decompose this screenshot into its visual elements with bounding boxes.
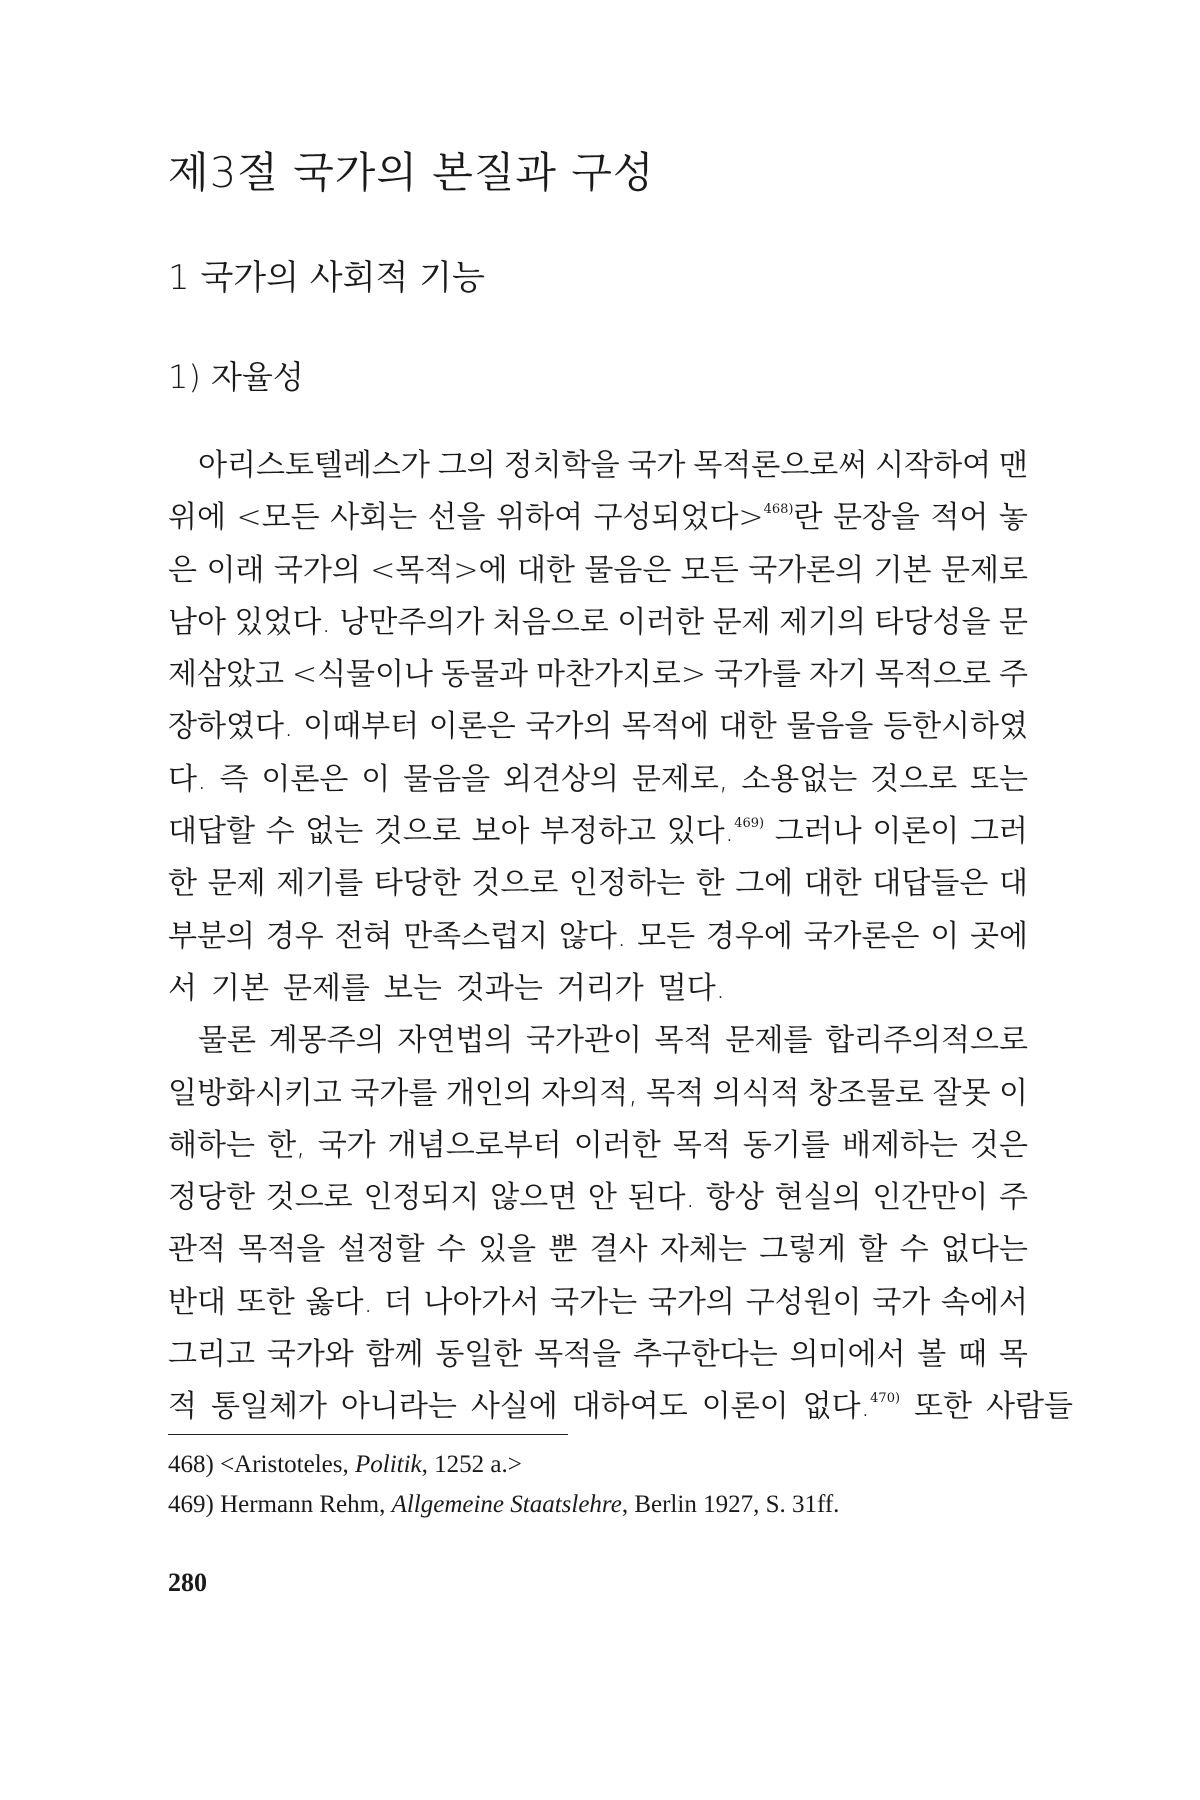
word: 동기를	[742, 1127, 830, 1163]
word: 정치학을	[503, 448, 620, 483]
word: 국가	[872, 1284, 931, 1320]
word: 인정되지	[363, 1180, 480, 1216]
word: 사회는	[330, 500, 418, 536]
word: 것으로	[265, 1180, 353, 1216]
word: 장하였다.	[168, 709, 294, 745]
text-line	[168, 911, 1028, 963]
word: <목적>에	[370, 552, 508, 588]
word: 남아	[168, 604, 226, 640]
word: 것과는	[455, 970, 543, 1006]
word: 속에서	[941, 1284, 1028, 1320]
word: 자의적,	[541, 1075, 638, 1111]
word: 또한	[236, 1284, 295, 1320]
word: 할	[858, 1232, 888, 1268]
word: 타당한	[373, 866, 461, 902]
word: 구성되었다>$^{468)}$란	[593, 500, 823, 536]
word: 선을	[427, 500, 486, 536]
word: 설정할	[337, 1232, 425, 1268]
word: 보는	[383, 970, 442, 1006]
word: 문제를	[725, 1023, 813, 1059]
word: 안	[587, 1180, 617, 1216]
word: 계몽주의	[268, 1023, 385, 1059]
word: 배제하는	[841, 1127, 958, 1163]
word: 그리고	[168, 1337, 255, 1373]
word: 것은	[970, 1127, 1028, 1163]
word: 것으로	[870, 761, 958, 797]
word: 목적	[646, 1075, 705, 1111]
word: 개인의	[445, 1075, 533, 1111]
word: 동일한	[435, 1337, 523, 1373]
footnote-ref: 470)	[870, 1391, 901, 1407]
word: 맨	[998, 448, 1028, 483]
text-line	[168, 1381, 1073, 1433]
word: 만족스럽지	[403, 918, 549, 954]
footnote-title: Politik	[355, 1451, 422, 1478]
word: 국가론의	[748, 552, 865, 588]
text-line	[168, 545, 1028, 597]
word: 목적론으로써	[693, 448, 868, 483]
word: 수	[436, 1232, 466, 1268]
word: 그러나	[774, 814, 862, 850]
word: 적어	[930, 500, 989, 536]
word: 마찬가지로>	[535, 657, 707, 693]
word: 이론은	[428, 709, 516, 745]
word: 국가의	[273, 552, 361, 588]
word: 뿐	[548, 1232, 578, 1268]
section-title: 1 국가의 사회적 기능	[168, 258, 485, 298]
word: 구성원이	[745, 1284, 862, 1320]
text-line	[168, 1224, 1028, 1276]
word: 때	[958, 1337, 988, 1373]
word: 목적으로	[875, 657, 991, 693]
word: 이래	[206, 552, 265, 588]
word: 창조물로	[808, 1075, 925, 1111]
word: 외견상의	[503, 761, 619, 797]
word: 또는	[969, 761, 1028, 797]
word: 통일체가	[210, 1389, 327, 1425]
word: 국가는	[550, 1284, 638, 1320]
footnote-number: 469)	[168, 1491, 214, 1518]
word: 동물과	[441, 657, 528, 693]
word: 이	[930, 918, 960, 954]
word: 곳에	[970, 918, 1028, 954]
text-line	[168, 649, 1028, 701]
word: 잘못	[932, 1075, 991, 1111]
word: 국가론은	[803, 918, 920, 954]
word: 문제로	[940, 552, 1028, 588]
footnote-469	[168, 1485, 839, 1525]
footnotes	[168, 1445, 839, 1525]
word: 목적에	[622, 709, 710, 745]
word: 없다는	[940, 1232, 1028, 1268]
word: 문제를	[282, 970, 370, 1006]
word: 문장을	[832, 500, 920, 536]
word: 문제	[712, 604, 771, 640]
word: <모든	[236, 500, 320, 536]
word: 이러한	[573, 1127, 661, 1163]
word: 이러한	[617, 604, 705, 640]
word: 있었다.	[234, 604, 331, 640]
word: 소용없는	[741, 761, 858, 797]
footnote-ref: 469)	[734, 816, 765, 832]
word: 대	[998, 866, 1028, 902]
word: 인정하는	[569, 866, 685, 902]
word: 목적을	[238, 1232, 326, 1268]
word: 낭만주의가	[339, 604, 485, 640]
word: 위에	[168, 500, 226, 536]
word: 관적	[168, 1232, 226, 1268]
word: 한	[695, 866, 725, 902]
word: 정당한	[168, 1180, 255, 1216]
word: 이	[361, 761, 391, 797]
word: 이론이	[701, 1389, 789, 1425]
word: 제기의	[779, 604, 867, 640]
word: 나아가서	[423, 1284, 540, 1320]
word: 적	[168, 1389, 197, 1425]
word: 볼	[917, 1337, 947, 1373]
word: 제기를	[276, 866, 364, 902]
text-line	[168, 492, 1028, 544]
word: 옳다.	[305, 1284, 373, 1320]
word: 사람들	[986, 1389, 1073, 1425]
word: 자기	[809, 657, 867, 693]
word: 물음을	[403, 761, 491, 797]
word: 개념으로부터	[387, 1127, 562, 1163]
text-line	[168, 1329, 1028, 1381]
footnote-468	[168, 1445, 839, 1485]
word: 이	[998, 1075, 1028, 1111]
word: 목적	[654, 1023, 713, 1059]
word: 즉	[219, 761, 249, 797]
footnote-text: <Aristoteles, Politik, 1252 a.>	[220, 1451, 522, 1478]
word: 것으로	[471, 866, 559, 902]
word: 결사	[589, 1232, 648, 1268]
word: 그에	[735, 866, 794, 902]
word: 대한	[718, 709, 777, 745]
text-line	[168, 1068, 1028, 1120]
word: 멀다.	[657, 970, 726, 1006]
word: 일방화시키고	[168, 1075, 342, 1111]
text-line	[168, 754, 1028, 806]
footnote-separator	[168, 1434, 568, 1435]
text-line	[168, 1015, 1028, 1067]
text-line	[168, 701, 1028, 753]
footnote-number: 468)	[168, 1451, 214, 1478]
word: 그렇게	[759, 1232, 847, 1268]
word: 추구한다는	[632, 1337, 778, 1373]
word: 국가	[627, 448, 686, 483]
word: 없다.$^{470)}$	[802, 1389, 901, 1425]
text-line	[168, 1172, 1028, 1224]
word: 국가와	[266, 1337, 354, 1373]
word: 국가관이	[526, 1023, 642, 1059]
word: 이론은	[261, 761, 349, 797]
word: 해하는	[168, 1127, 255, 1163]
word: 국가를	[350, 1075, 438, 1111]
word: 다.	[168, 761, 207, 797]
word: 주	[998, 657, 1028, 693]
word: 한	[168, 866, 197, 902]
word: 부정하고	[540, 814, 657, 850]
word: 물음을	[786, 709, 874, 745]
text-line	[168, 440, 1028, 492]
word: 은	[168, 552, 197, 588]
word: 이때부터	[303, 709, 420, 745]
word: 국가의	[525, 709, 613, 745]
word: 않다.	[558, 918, 627, 954]
word: 보아	[471, 814, 530, 850]
word: 아리스토텔레스가	[198, 448, 430, 483]
word: 대답들은	[872, 866, 989, 902]
word: 대답할	[168, 814, 255, 850]
word: 서	[168, 970, 197, 1006]
word: 거리가	[556, 970, 644, 1006]
body-text	[168, 440, 1073, 1434]
word: 것으로	[373, 814, 461, 850]
text-line	[168, 858, 1028, 910]
word: 주	[999, 1180, 1028, 1216]
text-line	[168, 597, 1028, 649]
word: 있을	[478, 1232, 537, 1268]
word: 대하여도	[571, 1389, 688, 1425]
word: 목적	[672, 1127, 731, 1163]
word: 국가의	[647, 1284, 735, 1320]
word: 자체는	[659, 1232, 747, 1268]
word: 타당성을	[874, 604, 991, 640]
footnote-ref: 468)	[763, 502, 794, 518]
word: 등한시하였	[883, 709, 1028, 745]
subsection-title: 1) 자율성	[168, 358, 304, 396]
footnote-title: Allgemeine Staatslehre	[391, 1491, 622, 1518]
word: 있다.$^{469)}$	[666, 814, 765, 850]
word: 모든	[680, 552, 739, 588]
word: 한,	[267, 1127, 306, 1163]
word: 반대	[168, 1284, 226, 1320]
word: 또한	[914, 1389, 973, 1425]
word: 의미에서	[789, 1337, 906, 1373]
word: 기본	[210, 970, 269, 1006]
word: 더	[383, 1284, 413, 1320]
word: 전혀	[334, 918, 393, 954]
word: 인간만이	[872, 1180, 989, 1216]
word: 항상	[705, 1180, 764, 1216]
word: 처음으로	[492, 604, 609, 640]
word: 위하여	[496, 500, 584, 536]
word: 그러	[969, 814, 1028, 850]
word: 함께	[365, 1337, 424, 1373]
word: 수	[899, 1232, 929, 1268]
word: 문	[998, 604, 1028, 640]
word: 대한	[803, 866, 862, 902]
word: 경우에	[705, 918, 793, 954]
word: 국가를	[714, 657, 801, 693]
page-number: 280	[168, 1568, 207, 1597]
word: 물음은	[584, 552, 672, 588]
word: 않으면	[490, 1180, 578, 1216]
word: 그의	[437, 448, 496, 483]
word: 대한	[516, 552, 575, 588]
word: 시작하여	[875, 448, 992, 483]
chapter-title: 제3절 국가의 본질과 구성	[168, 148, 655, 197]
word: 국가	[317, 1127, 376, 1163]
text-line	[168, 1120, 1028, 1172]
word: 의식적	[712, 1075, 800, 1111]
word: 부분의	[168, 918, 255, 954]
word: 이론이	[872, 814, 960, 850]
word: 문제	[207, 866, 266, 902]
word: 목적을	[534, 1337, 622, 1373]
text-line	[168, 1277, 1028, 1329]
word: <식물이나	[291, 657, 433, 693]
word: 현실의	[774, 1180, 862, 1216]
word: 물론	[198, 1023, 256, 1059]
text-line	[168, 963, 1028, 1015]
word: 제삼았고	[168, 657, 284, 693]
word: 사실에	[470, 1389, 558, 1425]
word: 합리주의적으로	[825, 1023, 1028, 1059]
word: 자연법의	[397, 1023, 514, 1059]
footnote-text: Hermann Rehm, Allgemeine Staatslehre, Berlin 1927, S. 31ff.	[220, 1491, 840, 1518]
word: 된다.	[627, 1180, 696, 1216]
word: 수	[265, 814, 295, 850]
word: 없는	[305, 814, 364, 850]
word: 경우	[265, 918, 324, 954]
word: 목	[998, 1337, 1028, 1373]
word: 놓	[998, 500, 1028, 536]
text-line	[168, 806, 1028, 858]
word: 기본	[873, 552, 932, 588]
word: 문제로,	[631, 761, 729, 797]
word: 모든	[637, 918, 696, 954]
word: 아니라는	[340, 1389, 457, 1425]
